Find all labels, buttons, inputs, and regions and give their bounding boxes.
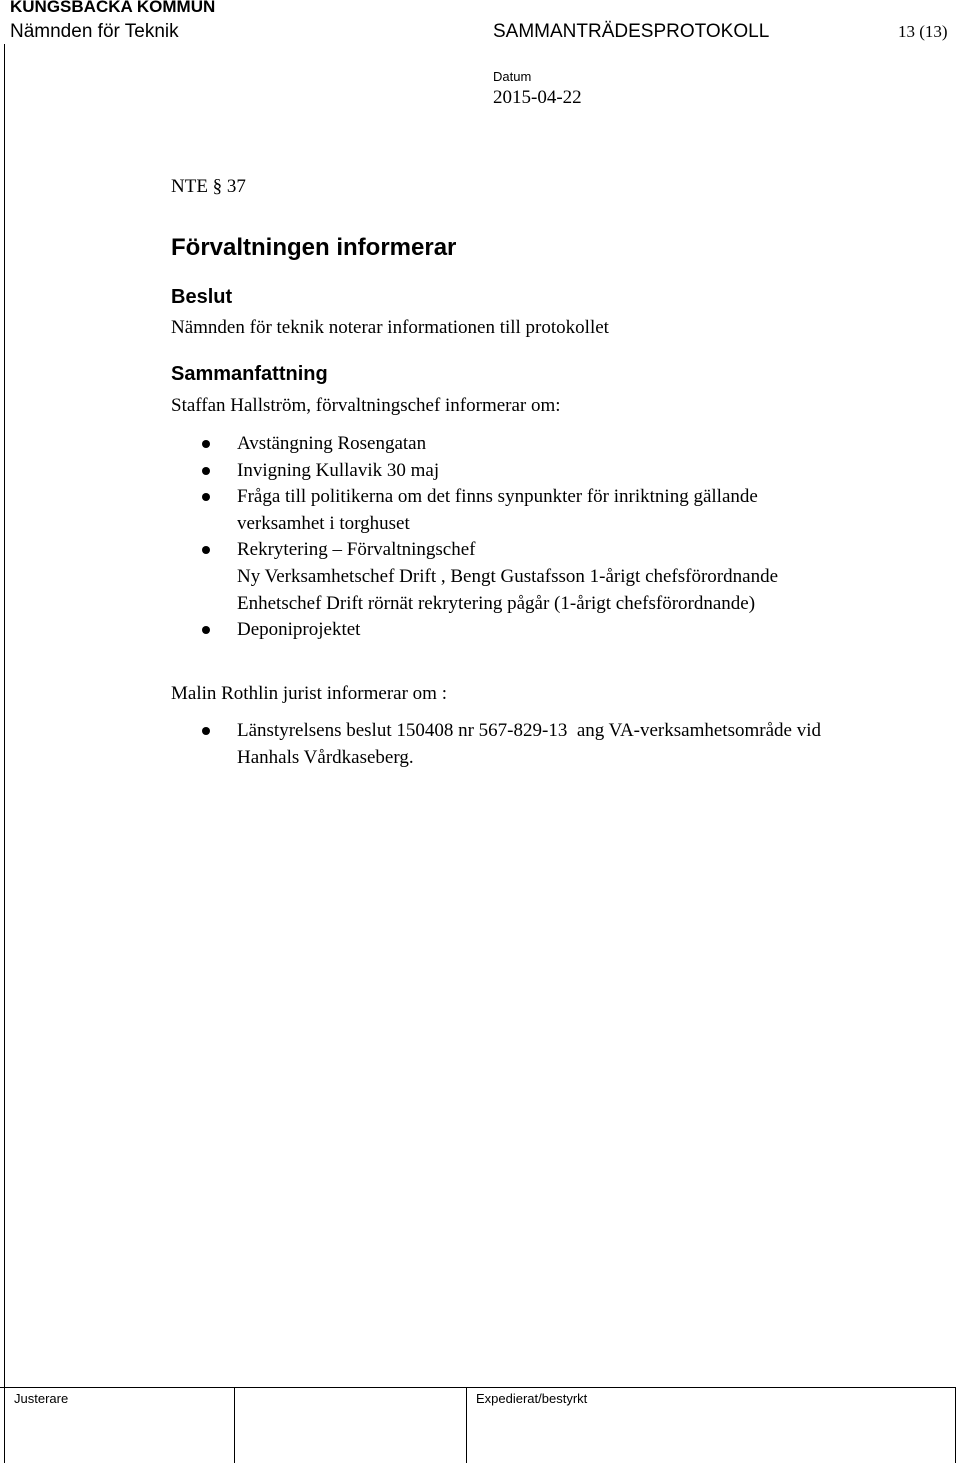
list-item [199, 458, 939, 485]
second-information-list [199, 718, 939, 771]
information-list [199, 431, 939, 644]
list-item-text: Deponiprojektet [237, 619, 361, 641]
page-number: 13 (13) [898, 22, 948, 41]
list-item-continuation: Enhetschef Drift rörnät rekrytering pågår (1-årigt chefsförordnande) [237, 592, 756, 614]
bullet-icon [202, 626, 210, 634]
list-item-text: Länstyrelsens beslut 150408 nr 567-829-13 ang VA-verksamhetsområde vid [237, 720, 821, 741]
document-type: SAMMANTRÄDESPROTOKOLL [493, 21, 770, 42]
list-item-continuation: Ny Verksamhetschef Drift , Bengt Gustafsson 1-årigt chefsförordnande [237, 565, 778, 587]
list-item-continuation: verksamhet i torghuset [237, 512, 410, 534]
footer-divider [955, 1387, 956, 1463]
bullet-icon [202, 467, 210, 475]
list-item-text: Rekrytering – Förvaltningschef [237, 539, 476, 561]
footer-divider [4, 1387, 5, 1463]
decision-heading: Beslut [171, 286, 233, 308]
signers-label: Justerare [14, 1391, 69, 1406]
summary-intro: Staffan Hallström, förvaltningschef informerar om: [171, 395, 561, 416]
organization-name: KUNGSBACKA KOMMUN [10, 0, 216, 16]
bullet-icon [202, 546, 210, 554]
decision-text: Nämnden för teknik noterar informationen till protokollet [171, 317, 609, 338]
date-label: Datum [493, 69, 532, 84]
date-value: 2015-04-22 [493, 87, 582, 108]
footer-divider [466, 1387, 467, 1463]
list-item [199, 718, 939, 745]
committee-name: Nämnden för Teknik [10, 21, 179, 42]
signature-footer [0, 1387, 960, 1463]
list-item-text: Fråga till politikerna om det finns synpunkter för inriktning gällande [237, 486, 758, 508]
list-item-text: Invigning Kullavik 30 maj [237, 459, 440, 481]
list-item-continuation: Hanhals Vårdkaseberg. [237, 746, 414, 768]
footer-divider [234, 1387, 235, 1463]
list-item-text: Avstängning Rosengatan [237, 433, 427, 454]
list-item [199, 431, 939, 458]
paragraph-reference: NTE § 37 [171, 176, 246, 197]
second-intro: Malin Rothlin jurist informerar om : [171, 683, 447, 704]
margin-rule [4, 44, 5, 1390]
list-item [199, 484, 939, 511]
summary-heading: Sammanfattning [171, 363, 328, 385]
list-item [199, 617, 939, 644]
list-item [199, 537, 939, 564]
footer-top-rule [0, 1387, 955, 1388]
bullet-icon [202, 440, 210, 448]
dispatched-label: Expedierat/bestyrkt [476, 1391, 588, 1406]
bullet-icon [202, 493, 210, 501]
section-title: Förvaltningen informerar [171, 234, 457, 261]
bullet-icon [202, 727, 210, 735]
